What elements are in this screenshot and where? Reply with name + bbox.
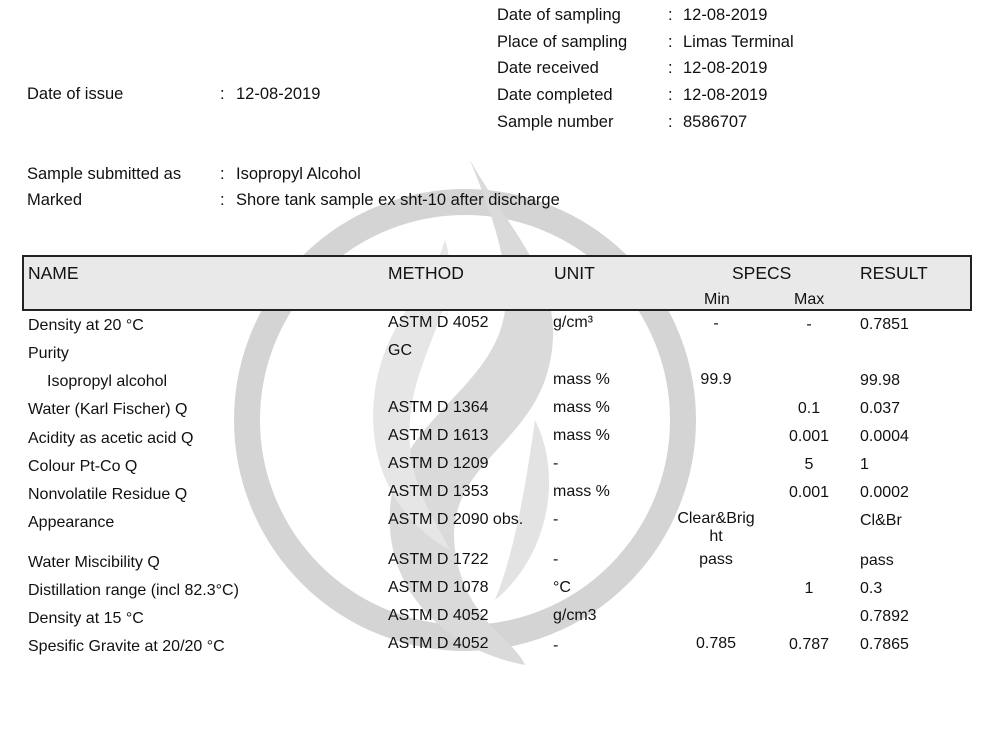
row-result: 0.7865 [860, 636, 909, 653]
sample-submitted-as-value: Isopropyl Alcohol [236, 165, 361, 183]
row-result: 0.0004 [860, 428, 909, 445]
separator: : [668, 59, 673, 77]
row-unit: mass % [553, 371, 610, 388]
date-of-sampling-value: 12-08-2019 [683, 6, 768, 24]
row-unit: g/cm3 [553, 607, 597, 624]
row-min: Clear&Brig ht [677, 510, 755, 545]
date-completed-value: 12-08-2019 [683, 86, 768, 104]
row-name: Water Miscibility Q [28, 554, 160, 571]
row-name: Spesific Gravite at 20/20 °C [28, 638, 225, 655]
row-max: - [806, 316, 812, 333]
row-min: pass [699, 551, 733, 568]
row-method: ASTM D 1078 [388, 579, 489, 596]
row-name: Nonvolatile Residue Q [28, 486, 188, 503]
separator: : [668, 113, 673, 131]
column-header-max: Max [794, 291, 825, 308]
separator: : [668, 33, 673, 51]
row-max: 0.787 [788, 636, 830, 653]
row-min: 0.785 [695, 635, 737, 652]
row-name: Distillation range (incl 82.3°C) [28, 582, 239, 599]
sample-submitted-as-label: Sample submitted as [27, 165, 182, 183]
row-unit: mass % [553, 483, 610, 500]
column-header-name: NAME [28, 263, 79, 283]
row-method: GC [388, 342, 412, 359]
row-result: 0.3 [860, 580, 883, 597]
separator: : [668, 86, 673, 104]
sample-number-value: 8586707 [683, 113, 748, 131]
row-result: 1 [860, 456, 869, 473]
row-name: Purity [28, 345, 69, 362]
row-min: 99.9 [700, 371, 732, 388]
date-completed-label: Date completed [497, 86, 613, 104]
row-unit: - [553, 551, 559, 568]
row-unit: - [553, 637, 559, 654]
results-table-header [22, 255, 972, 311]
row-max: 0.001 [788, 428, 830, 445]
row-max: 0.1 [797, 400, 821, 417]
row-min: - [713, 315, 719, 332]
column-header-min: Min [704, 291, 730, 308]
row-unit: °C [553, 579, 571, 596]
row-name: Appearance [28, 514, 115, 531]
row-method: ASTM D 1722 [388, 551, 489, 568]
place-of-sampling-value: Limas Terminal [683, 33, 794, 51]
row-method: ASTM D 4052 [388, 314, 489, 331]
marked-value: Shore tank sample ex sht-10 after discharge [236, 191, 560, 209]
row-result: Cl&Br [860, 512, 902, 529]
separator: : [220, 191, 225, 209]
date-of-issue-value: 12-08-2019 [236, 85, 321, 103]
row-name: Density at 20 °C [28, 317, 144, 334]
row-method: ASTM D 1364 [388, 399, 489, 416]
row-result: 99.98 [860, 372, 901, 389]
date-received-label: Date received [497, 59, 599, 77]
date-of-sampling-label: Date of sampling [497, 6, 621, 24]
row-result: 0.7892 [860, 608, 909, 625]
column-header-specs: SPECS [732, 263, 792, 283]
row-max: 1 [804, 580, 814, 597]
column-header-result: RESULT [860, 263, 928, 283]
column-header-method: METHOD [388, 263, 464, 283]
row-unit: g/cm³ [553, 314, 593, 331]
row-method: ASTM D 2090 obs. [388, 511, 524, 528]
row-unit: - [553, 511, 559, 528]
separator: : [220, 85, 225, 103]
row-method: ASTM D 4052 [388, 607, 489, 624]
row-name: Water (Karl Fischer) Q [28, 401, 188, 418]
sample-number-label: Sample number [497, 113, 614, 131]
marked-label: Marked [27, 191, 83, 209]
separator: : [220, 165, 225, 183]
row-unit: - [553, 455, 559, 472]
row-name: Isopropyl alcohol [47, 373, 168, 390]
row-name: Density at 15 °C [28, 610, 144, 627]
row-method: ASTM D 1353 [388, 483, 489, 500]
row-result: 0.7851 [860, 316, 909, 333]
row-method: ASTM D 4052 [388, 635, 489, 652]
row-method: ASTM D 1613 [388, 427, 489, 444]
column-header-unit: UNIT [554, 263, 595, 283]
row-max: 0.001 [788, 484, 830, 501]
row-unit: mass % [553, 427, 610, 444]
date-received-value: 12-08-2019 [683, 59, 768, 77]
row-result: pass [860, 552, 894, 569]
place-of-sampling-label: Place of sampling [497, 33, 628, 51]
row-max: 5 [804, 456, 814, 473]
separator: : [668, 6, 673, 24]
row-name: Colour Pt-Co Q [28, 458, 138, 475]
row-unit: mass % [553, 399, 610, 416]
row-name: Acidity as acetic acid Q [28, 430, 194, 447]
row-method: ASTM D 1209 [388, 455, 489, 472]
date-of-issue-label: Date of issue [27, 85, 124, 103]
row-result: 0.0002 [860, 484, 909, 501]
row-result: 0.037 [860, 400, 901, 417]
